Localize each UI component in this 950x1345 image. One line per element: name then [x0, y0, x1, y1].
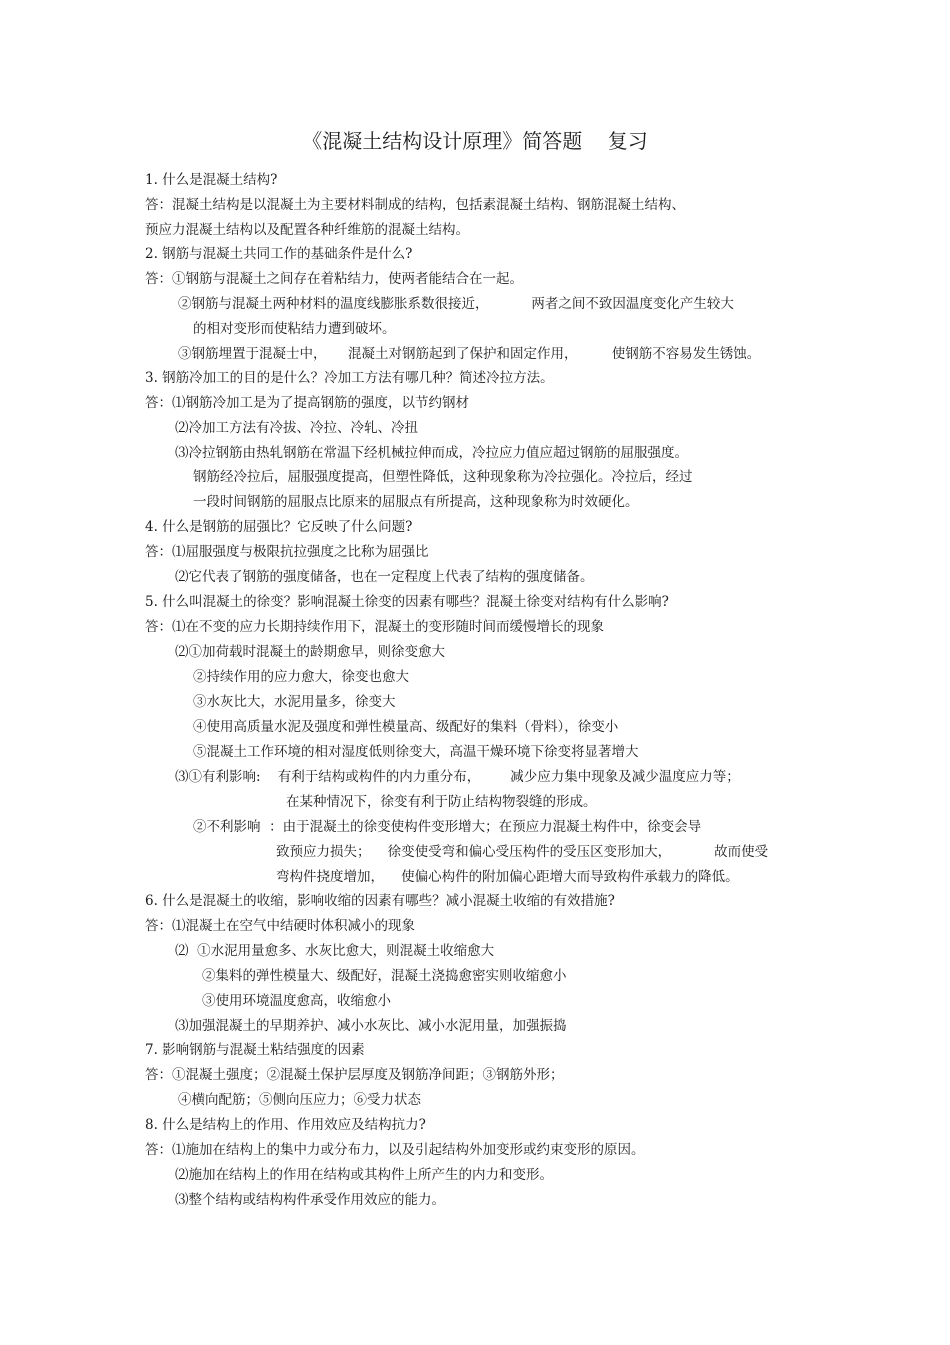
answer-line: 预应力混凝土结构以及配置各种纤维筋的混凝土结构。: [145, 222, 469, 238]
answer-line: 的相对变形而使粘结力遭到破坏。: [193, 321, 396, 337]
answer-line: 钢筋经冷拉后，屈服强度提高，但塑性降低，这种现象称为冷拉强化。冷拉后，经过: [193, 469, 693, 485]
answer-line: 答：⑴钢筋冷加工是为了提高钢筋的强度，以节约钢材: [145, 395, 469, 411]
question-5: 5. 什么叫混凝土的徐变？影响混凝土徐变的因素有哪些？混凝土徐变对结构有什么影响?: [145, 594, 669, 610]
answer-line: ⑶①有利影响: 有利于结构或构件的内力重分布， 减少应力集中现象及减少温度应力等；: [175, 769, 740, 785]
answer-line: ⑵施加在结构上的作用在结构或其构件上所产生的内力和变形。: [175, 1167, 553, 1183]
answer-line: ③钢筋埋置于混凝士中， 混凝土对钢筋起到了保护和固定作用， 使钢筋不容易发生锈蚀。: [178, 346, 761, 362]
answer-line: 答：①钢筋与混凝土之间存在着粘结力，使两者能结合在一起。: [145, 271, 523, 287]
question-3: 3. 钢筋冷加工的目的是什么？冷加工方法有哪几种？简述冷拉方法。: [145, 370, 554, 386]
answer-line: 答：⑴施加在结构上的集中力或分布力，以及引起结构外加变形或约束变形的原因。: [145, 1142, 645, 1158]
answer-line: 致预应力损失； 徐变使受弯和偏心受压构件的受压区变形加大， 故而使受: [276, 844, 769, 860]
document-title: 《混凝土结构设计原理》简答题 复习: [302, 129, 648, 153]
question-2: 2. 钢筋与混凝土共同工作的基础条件是什么?: [145, 246, 413, 262]
answer-line: ②不利影响 ：由于混凝土的徐变使构件变形增大；在预应力混凝土构件中，徐变会导: [193, 819, 702, 835]
answer-line: ④横向配筋；⑤侧向压应力；⑥受力状态: [178, 1092, 421, 1108]
answer-line: 在某种情况下，徐变有利于防止结构物裂缝的形成。: [286, 794, 597, 810]
answer-line: ⑵ ①水泥用量愈多、水灰比愈大，则混凝土收缩愈大: [175, 943, 495, 959]
answer-line: ⑤混凝土工作环境的相对湿度低则徐变大，高温干燥环境下徐变将显著增大: [193, 744, 639, 760]
question-1: 1. 什么是混凝土结构?: [145, 172, 278, 188]
answer-line: 答：⑴在不变的应力长期持续作用下，混凝土的变形随时间而缓慢增长的现象: [145, 619, 604, 635]
answer-line: 弯构件挠度增加， 使偏心构件的附加偏心距增大而导致构件承载力的降低。: [276, 869, 739, 885]
question-7: 7. 影响钢筋与混凝土粘结强度的因素: [145, 1042, 365, 1058]
answer-line: ③使用环境温度愈高，收缩愈小: [202, 993, 391, 1009]
answer-line: ⑵它代表了钢筋的强度储备，也在一定程度上代表了结构的强度储备。: [175, 569, 594, 585]
answer-line: ②集料的弹性模量大、级配好，混凝土浇捣愈密实则收缩愈小: [202, 968, 567, 984]
answer-line: ⑶加强混凝土的早期养护、减小水灰比、减小水泥用量，加强振捣: [175, 1018, 567, 1034]
answer-line: ⑶冷拉钢筋由热轧钢筋在常温下经机械拉伸而成，冷拉应力值应超过钢筋的屈服强度。: [175, 445, 688, 461]
question-8: 8. 什么是结构上的作用、作用效应及结构抗力?: [145, 1117, 426, 1133]
answer-line: ⑶整个结构或结构构件承受作用效应的能力。: [175, 1192, 445, 1208]
answer-line: 答：混凝土结构是以混凝土为主要材料制成的结构，包括素混凝土结构、钢筋混凝土结构、: [145, 197, 685, 213]
question-4: 4. 什么是钢筋的屈强比？它反映了什么问题?: [145, 519, 413, 535]
answer-line: 答：⑴混凝土在空气中结硬时体积减小的现象: [145, 918, 415, 934]
answer-line: ②持续作用的应力愈大，徐变也愈大: [193, 669, 409, 685]
answer-line: ⑵①加荷载时混凝土的龄期愈早，则徐变愈大: [175, 644, 445, 660]
answer-line: ⑵冷加工方法有冷拔、冷拉、冷轧、冷扭: [175, 420, 418, 436]
answer-line: ④使用高质量水泥及强度和弹性模量高、级配好的集料（骨料），徐变小: [193, 719, 619, 735]
question-6: 6. 什么是混凝土的收缩，影响收缩的因素有哪些？减小混凝土收缩的有效措施?: [145, 893, 615, 909]
answer-line: 答：⑴屈服强度与极限抗拉强度之比称为屈强比: [145, 544, 429, 560]
answer-line: ②钢筋与混凝土两种材料的温度线膨胀系数很接近， 两者之间不致因温度变化产生较大: [178, 296, 734, 312]
answer-line: 答：①混凝土强度；②混凝土保护层厚度及钢筋净间距；③钢筋外形；: [145, 1067, 564, 1083]
answer-line: 一段时间钢筋的屈服点比原来的屈服点有所提高，这种现象称为时效硬化。: [193, 494, 639, 510]
answer-line: ③水灰比大，水泥用量多，徐变大: [193, 694, 396, 710]
